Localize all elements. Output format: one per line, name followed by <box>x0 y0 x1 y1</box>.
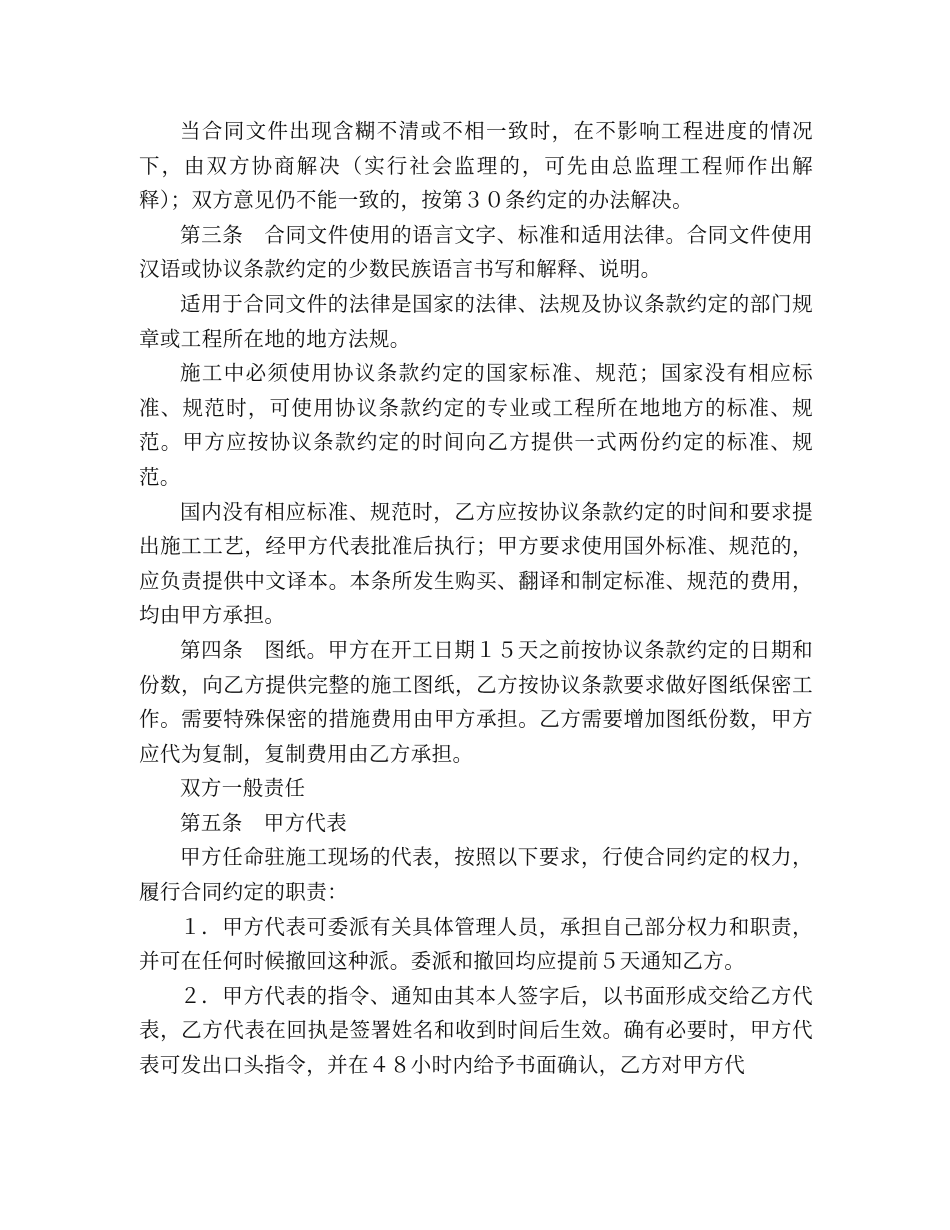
paragraph-contract-ambiguity: 当合同文件出现含糊不清或不相一致时，在不影响工程进度的情况下，由双方协商解决（实行社会监理的，可先由总监理工程师作出解释）；双方意见仍不能一致的，按第３０条约定的办法解决。 <box>139 119 813 213</box>
list-item-1-delegation: １．甲方代表可委派有关具体管理人员，承担自己部分权力和职责，并可在任何时候撤回这种派。委派和撤回均应提前５天通知乙方。 <box>139 914 813 974</box>
paragraph-construction-standards: 施工中必须使用协议条款约定的国家标准、规范；国家没有相应标准、规范时，可使用协议条款约定的专业或工程所在地地方的标准、规范。甲方应按协议条款约定的时间向乙方提供一式两份约定的标准、规范。 <box>139 361 813 489</box>
heading-article-5-party-a-representative: 第五条 甲方代表 <box>180 810 348 835</box>
section-heading-general-responsibilities: 双方一般责任 <box>180 776 306 801</box>
document-body <box>139 114 813 1083</box>
paragraph-foreign-standards: 国内没有相应标准、规范时，乙方应按协议条款约定的时间和要求提出施工工艺，经甲方代表批准后执行；甲方要求使用国外标准、规范的，应负责提供中文译本。本条所发生购买、翻译和制定标准、规范的费用，均由甲方承担。 <box>139 499 813 628</box>
list-item-2-instructions: ２．甲方代表的指令、通知由其本人签字后，以书面形成交给乙方代表，乙方代表在回执是签署姓名和收到时间后生效。确有必要时，甲方代表可发出口头指令，并在４８小时内给予书面确认，乙方对甲方代 <box>139 983 813 1078</box>
paragraph-party-a-representative-duties: 甲方任命驻施工现场的代表，按照以下要求，行使合同约定的权力，履行合同约定的职责： <box>139 845 813 905</box>
paragraph-applicable-law: 适用于合同文件的法律是国家的法律、法规及协议条款约定的部门规章或工程所在地的地方法规。 <box>139 291 813 351</box>
paragraph-article-3-language: 第三条 合同文件使用的语言文字、标准和适用法律。合同文件使用汉语或协议条款约定的少数民族语言书写和解释、说明。 <box>139 222 813 282</box>
paragraph-article-4-drawings: 第四条 图纸。甲方在开工日期１５天之前按协议条款约定的日期和份数，向乙方提供完整的施工图纸，乙方按协议条款要求做好图纸保密工作。需要特殊保密的措施费用由甲方承担。乙方需要增加图纸份数，甲方应代为复制，复制费用由乙方承担。 <box>139 637 813 766</box>
